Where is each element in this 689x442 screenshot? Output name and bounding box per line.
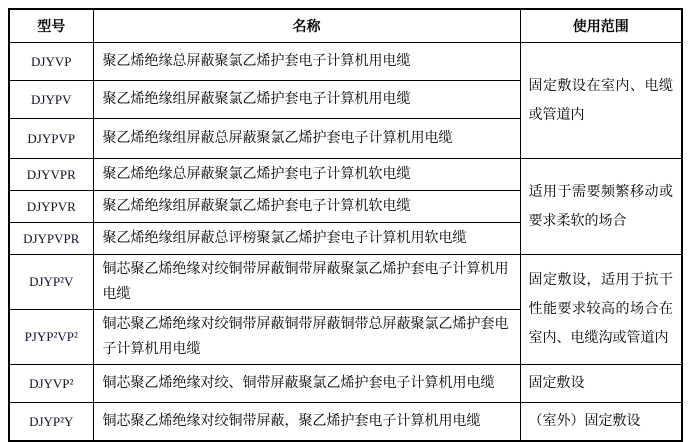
name-cell: 铜芯聚乙烯绝缘对绞铜带屏蔽，聚乙烯护套电子计算机用电缆 xyxy=(93,403,520,442)
name-cell: 铜芯聚乙烯绝缘对绞铜带屏蔽铜带屏蔽聚氯乙烯护套电子计算机用电缆 xyxy=(93,255,520,310)
model-cell: PJYP²VP² xyxy=(9,310,93,365)
model-cell: DJYP²V xyxy=(9,255,93,310)
model-cell: DJYPVR xyxy=(9,191,93,223)
name-cell: 聚乙烯绝缘总屏蔽聚氯乙烯护套电子计算机软电缆 xyxy=(93,159,520,191)
name-cell: 聚乙烯绝缘组屏蔽总屏蔽聚氯乙烯护套电子计算机用电缆 xyxy=(93,119,520,159)
header-usage: 使用范围 xyxy=(520,9,682,43)
name-cell: 铜芯聚乙烯绝缘对绞、铜带屏蔽聚氯乙烯护套电子计算机用电缆 xyxy=(93,365,520,403)
table-row xyxy=(9,43,682,81)
table-row xyxy=(9,159,682,191)
usage-cell: 适用于需要频繁移动或要求柔软的场合 xyxy=(520,159,682,255)
name-cell: 聚乙烯绝缘总屏蔽聚氯乙烯护套电子计算机用电缆 xyxy=(93,43,520,81)
model-cell: DJYVP xyxy=(9,43,93,81)
header-model: 型号 xyxy=(9,9,93,43)
model-cell: DJYPV xyxy=(9,81,93,119)
usage-cell: 固定敷设 xyxy=(520,365,682,403)
model-cell: DJYPVPR xyxy=(9,223,93,255)
cable-spec-table xyxy=(8,8,683,442)
usage-cell: 固定敷设，适用于抗干性能要求较高的场合在室内、电缆沟或管道内 xyxy=(520,255,682,365)
model-cell: DJYVP² xyxy=(9,365,93,403)
table-row xyxy=(9,403,682,442)
name-cell: 聚乙烯绝缘组屏蔽总评榜聚氯乙烯护套电子计算机用软电缆 xyxy=(93,223,520,255)
model-cell: DJYPVP xyxy=(9,119,93,159)
model-cell: DJYP²Y xyxy=(9,403,93,442)
name-cell: 铜芯聚乙烯绝缘对绞铜带屏蔽铜带屏蔽铜带总屏蔽聚氯乙烯护套电子计算机用电缆 xyxy=(93,310,520,365)
table-row xyxy=(9,365,682,403)
usage-cell: （室外）固定敷设 xyxy=(520,403,682,442)
header-name: 名称 xyxy=(93,9,520,43)
name-cell: 聚乙烯绝缘组屏蔽聚氯乙烯护套电子计算机用电缆 xyxy=(93,81,520,119)
table-row xyxy=(9,255,682,310)
header-row xyxy=(9,9,682,43)
model-cell: DJYVPR xyxy=(9,159,93,191)
usage-cell: 固定敷设在室内、电缆或管道内 xyxy=(520,43,682,159)
name-cell: 聚乙烯绝缘组屏蔽聚氯乙烯护套电子计算机软电缆 xyxy=(93,191,520,223)
